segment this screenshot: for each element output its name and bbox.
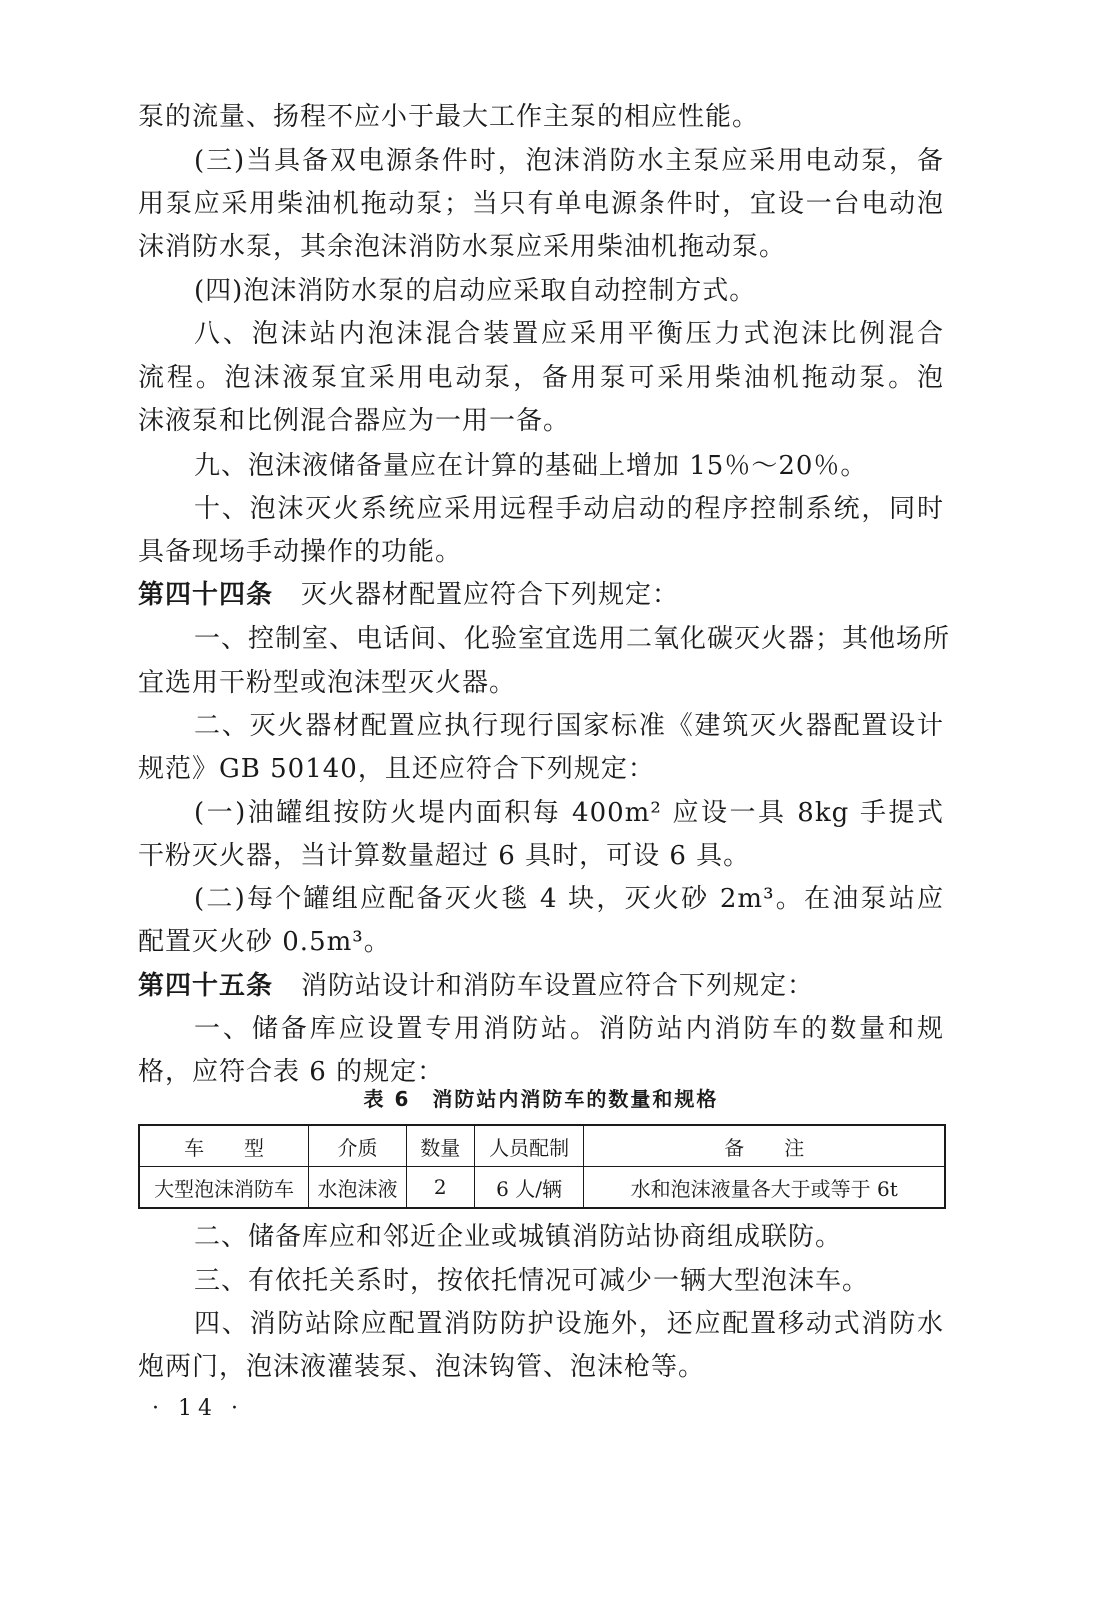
text-line: (一)油罐组按防火堤内面积每 400m² 应设一具 8kg 手提式	[194, 798, 944, 828]
text-line: 九、泡沫液储备量应在计算的基础上增加 15％～20％。	[194, 451, 868, 481]
text-line: 干粉灭火器，当计算数量超过 6 具时，可设 6 具。	[138, 841, 751, 871]
table-cell: 水泡沫液	[309, 1167, 407, 1209]
text-line: 沫消防水泵，其余泡沫消防水泵应采用柴油机拖动泵。	[138, 232, 787, 262]
table-header-row	[139, 1125, 945, 1167]
text-line: 一、控制室、电话间、化验室宜选用二氧化碳灭火器；其他场所	[194, 624, 951, 654]
article-label: 第四十四条	[138, 580, 274, 610]
article-44-heading	[138, 580, 679, 610]
text-line: 流程。泡沫液泵宜采用电动泵，备用泵可采用柴油机拖动泵。泡	[138, 363, 944, 393]
text-line: 规范》GB 50140，且还应符合下列规定：	[138, 754, 655, 784]
table-cell: 6 人/辆	[474, 1167, 584, 1209]
article-45-heading	[138, 971, 814, 1001]
text-line: 二、灭火器材配置应执行现行国家标准《建筑灭火器配置设计	[194, 711, 944, 741]
text-line: 配置灭火砂 0.5m³。	[138, 927, 391, 957]
text-line: (三)当具备双电源条件时，泡沫消防水主泵应采用电动泵，备	[194, 146, 944, 176]
text-line: 三、有依托关系时，按依托情况可减少一辆大型泡沫车。	[194, 1266, 870, 1296]
text-line: (四)泡沫消防水泵的启动应采取自动控制方式。	[194, 276, 757, 306]
text-line: 二、储备库应和邻近企业或城镇消防站协商组成联防。	[194, 1222, 843, 1252]
table-cell: 水和泡沫液量各大于或等于 6t	[584, 1167, 945, 1209]
table-row	[139, 1167, 945, 1209]
article-label: 第四十五条	[138, 971, 274, 1001]
text-line: 宜选用干粉型或泡沫型灭火器。	[138, 668, 517, 698]
text-line: (二)每个罐组应配备灭火毯 4 块，灭火砂 2m³。在油泵站应	[194, 884, 944, 914]
text-line: 炮两门，泡沫液灌装泵、泡沫钩管、泡沫枪等。	[138, 1352, 706, 1382]
header-cell: 数量	[406, 1125, 474, 1167]
article-text: 灭火器材配置应符合下列规定：	[301, 580, 680, 610]
header-cell: 人员配制	[474, 1125, 584, 1167]
text-line: 四、消防站除应配置消防防护设施外，还应配置移动式消防水	[194, 1309, 944, 1339]
header-cell: 介质	[309, 1125, 407, 1167]
article-text: 消防站设计和消防车设置应符合下列规定：	[301, 971, 815, 1001]
table-cell: 大型泡沫消防车	[139, 1167, 309, 1209]
text-line: 八、泡沫站内泡沫混合装置应采用平衡压力式泡沫比例混合	[194, 319, 944, 349]
text-line: 用泵应采用柴油机拖动泵；当只有单电源条件时，宜设一台电动泡	[138, 189, 944, 219]
text-line: 十、泡沫灭火系统应采用远程手动启动的程序控制系统，同时	[194, 494, 944, 524]
text-line: 格，应符合表 6 的规定：	[138, 1057, 445, 1087]
text-line: 泵的流量、扬程不应小于最大工作主泵的相应性能。	[138, 102, 760, 132]
table-6	[138, 1124, 946, 1209]
page-number: · 14 ·	[152, 1396, 244, 1421]
text-line: 一、储备库应设置专用消防站。消防站内消防车的数量和规	[194, 1014, 944, 1044]
header-cell: 车 型	[139, 1125, 309, 1167]
table-cell: 2	[406, 1167, 474, 1209]
header-cell: 备 注	[584, 1125, 945, 1167]
text-line: 沫液泵和比例混合器应为一用一备。	[138, 406, 571, 436]
text-line: 具备现场手动操作的功能。	[138, 537, 463, 567]
table-caption: 表 6 消防站内消防车的数量和规格	[363, 1087, 719, 1111]
